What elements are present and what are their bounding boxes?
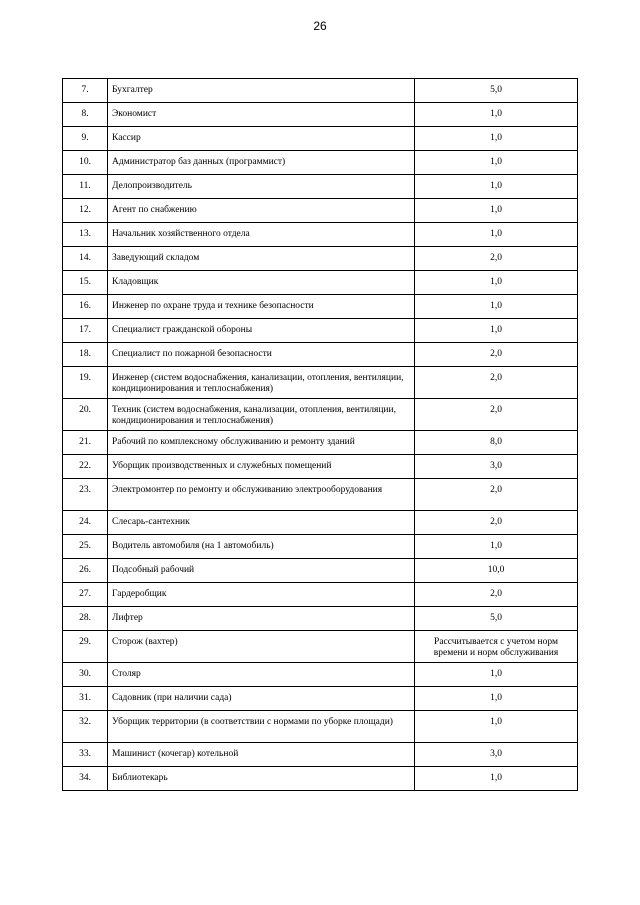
position-name-cell: Гардеробщик	[108, 583, 415, 607]
table-row	[63, 199, 578, 223]
staff-count-cell: 2,0	[415, 367, 578, 399]
position-name-cell: Инженер (систем водоснабжения, канализации, отопления, вентиляции, кондиционирования и теплоснабжения)	[108, 367, 415, 399]
table-row	[63, 431, 578, 455]
position-name-cell: Администратор баз данных (программист)	[108, 151, 415, 175]
row-number-cell: 15.	[63, 271, 108, 295]
staff-count-cell: 1,0	[415, 175, 578, 199]
staff-count-cell: 8,0	[415, 431, 578, 455]
staff-count-cell: 2,0	[415, 247, 578, 271]
position-name-cell: Специалист гражданской обороны	[108, 319, 415, 343]
table-row	[63, 455, 578, 479]
staff-count-cell: 1,0	[415, 271, 578, 295]
staff-count-cell: 2,0	[415, 343, 578, 367]
position-name-cell: Специалист по пожарной безопасности	[108, 343, 415, 367]
position-name-cell: Водитель автомобиля (на 1 автомобиль)	[108, 535, 415, 559]
position-name-cell: Лифтер	[108, 607, 415, 631]
staff-count-cell: 3,0	[415, 455, 578, 479]
position-name-cell: Слесарь-сантехник	[108, 511, 415, 535]
position-name-cell: Кассир	[108, 127, 415, 151]
row-number-cell: 27.	[63, 583, 108, 607]
row-number-cell: 7.	[63, 79, 108, 103]
row-number-cell: 22.	[63, 455, 108, 479]
position-name-cell: Сторож (вахтер)	[108, 631, 415, 663]
table-row	[63, 479, 578, 511]
row-number-cell: 34.	[63, 767, 108, 791]
table-row	[63, 247, 578, 271]
row-number-cell: 28.	[63, 607, 108, 631]
table-row	[63, 103, 578, 127]
row-number-cell: 19.	[63, 367, 108, 399]
staff-count-cell: 1,0	[415, 103, 578, 127]
staff-table	[62, 78, 578, 791]
position-name-cell: Столяр	[108, 663, 415, 687]
staff-count-cell: 1,0	[415, 319, 578, 343]
table-row	[63, 663, 578, 687]
table-row	[63, 743, 578, 767]
row-number-cell: 26.	[63, 559, 108, 583]
table-row	[63, 223, 578, 247]
row-number-cell: 13.	[63, 223, 108, 247]
staff-count-cell: 1,0	[415, 711, 578, 743]
position-name-cell: Начальник хозяйственного отдела	[108, 223, 415, 247]
table-row	[63, 767, 578, 791]
table-row	[63, 631, 578, 663]
table-row	[63, 535, 578, 559]
position-name-cell: Садовник (при наличии сада)	[108, 687, 415, 711]
position-name-cell: Инженер по охране труда и технике безопасности	[108, 295, 415, 319]
position-name-cell: Подсобный рабочий	[108, 559, 415, 583]
position-name-cell: Делопроизводитель	[108, 175, 415, 199]
position-name-cell: Уборщик производственных и служебных помещений	[108, 455, 415, 479]
row-number-cell: 25.	[63, 535, 108, 559]
staff-count-cell: 1,0	[415, 151, 578, 175]
position-name-cell: Экономист	[108, 103, 415, 127]
staff-count-cell: 5,0	[415, 79, 578, 103]
position-name-cell: Бухгалтер	[108, 79, 415, 103]
staff-count-cell: 1,0	[415, 687, 578, 711]
table-row	[63, 295, 578, 319]
row-number-cell: 33.	[63, 743, 108, 767]
table-row	[63, 343, 578, 367]
staff-count-cell: 2,0	[415, 511, 578, 535]
row-number-cell: 17.	[63, 319, 108, 343]
row-number-cell: 32.	[63, 711, 108, 743]
row-number-cell: 23.	[63, 479, 108, 511]
staff-count-cell: 1,0	[415, 663, 578, 687]
table-row	[63, 511, 578, 535]
staff-count-cell: 1,0	[415, 767, 578, 791]
row-number-cell: 8.	[63, 103, 108, 127]
position-name-cell: Машинист (кочегар) котельной	[108, 743, 415, 767]
staff-count-cell: 1,0	[415, 295, 578, 319]
table-row	[63, 271, 578, 295]
staff-count-cell: 2,0	[415, 479, 578, 511]
table-row	[63, 175, 578, 199]
table-row	[63, 559, 578, 583]
row-number-cell: 30.	[63, 663, 108, 687]
table-row	[63, 79, 578, 103]
row-number-cell: 18.	[63, 343, 108, 367]
position-name-cell: Библиотекарь	[108, 767, 415, 791]
row-number-cell: 12.	[63, 199, 108, 223]
row-number-cell: 11.	[63, 175, 108, 199]
position-name-cell: Рабочий по комплексному обслуживанию и ремонту зданий	[108, 431, 415, 455]
table-row	[63, 399, 578, 431]
position-name-cell: Заведующий складом	[108, 247, 415, 271]
row-number-cell: 16.	[63, 295, 108, 319]
position-name-cell: Уборщик территории (в соответствии с нормами по уборке площади)	[108, 711, 415, 743]
position-name-cell: Агент по снабжению	[108, 199, 415, 223]
staff-count-cell: Рассчитывается с учетом норм времени и норм обслуживания	[415, 631, 578, 663]
table-row	[63, 127, 578, 151]
row-number-cell: 24.	[63, 511, 108, 535]
staff-count-cell: 1,0	[415, 535, 578, 559]
table-row	[63, 367, 578, 399]
staff-count-cell: 2,0	[415, 583, 578, 607]
position-name-cell: Техник (систем водоснабжения, канализации, отопления, вентиляции, кондиционирования и теплоснабжения)	[108, 399, 415, 431]
row-number-cell: 14.	[63, 247, 108, 271]
staff-count-cell: 3,0	[415, 743, 578, 767]
position-name-cell: Кладовщик	[108, 271, 415, 295]
table-row	[63, 151, 578, 175]
table-row	[63, 583, 578, 607]
staff-count-cell: 1,0	[415, 223, 578, 247]
staff-count-cell: 10,0	[415, 559, 578, 583]
row-number-cell: 20.	[63, 399, 108, 431]
position-name-cell: Электромонтер по ремонту и обслуживанию электрооборудования	[108, 479, 415, 511]
row-number-cell: 31.	[63, 687, 108, 711]
staff-count-cell: 1,0	[415, 127, 578, 151]
row-number-cell: 10.	[63, 151, 108, 175]
staff-count-cell: 5,0	[415, 607, 578, 631]
staff-count-cell: 2,0	[415, 399, 578, 431]
table-row	[63, 319, 578, 343]
page-number: 26	[313, 19, 327, 33]
table-body	[63, 79, 578, 791]
row-number-cell: 9.	[63, 127, 108, 151]
table-row	[63, 607, 578, 631]
staff-count-cell: 1,0	[415, 199, 578, 223]
table-row	[63, 711, 578, 743]
row-number-cell: 29.	[63, 631, 108, 663]
row-number-cell: 21.	[63, 431, 108, 455]
table-row	[63, 687, 578, 711]
